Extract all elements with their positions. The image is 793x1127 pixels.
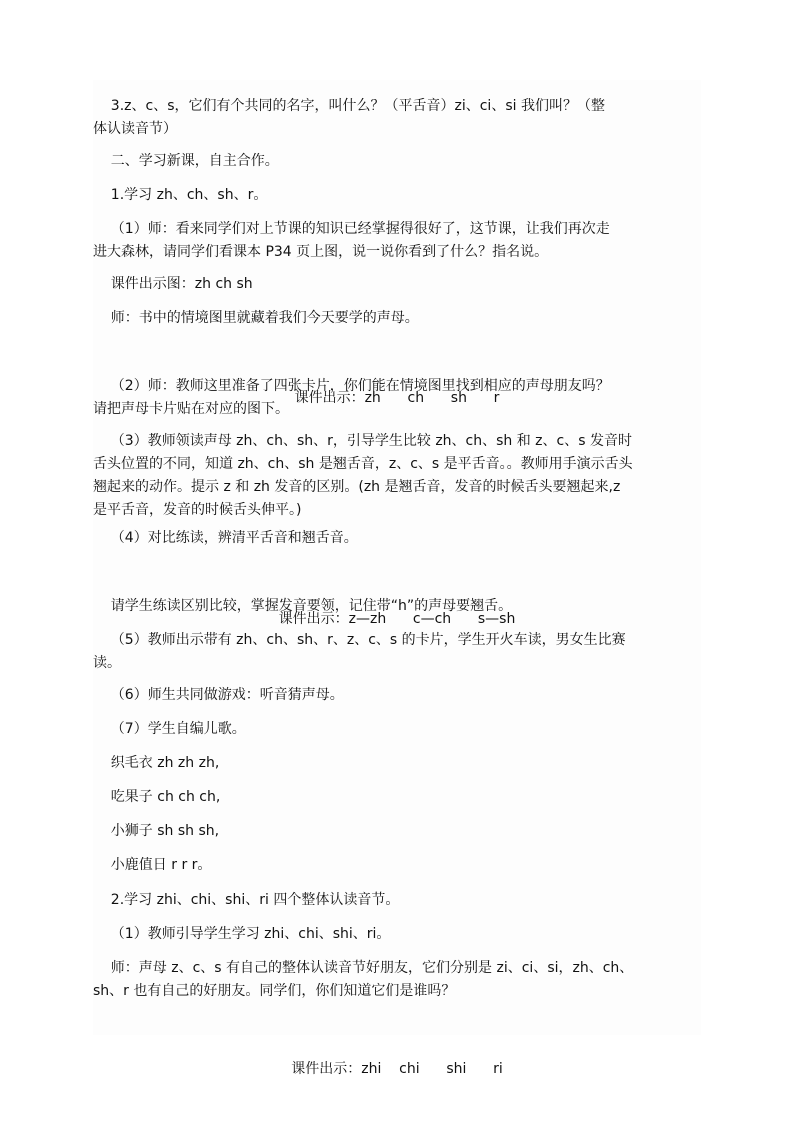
text-line: 2.学习 zhi、chi、shi、ri 四个整体认读音节。 [93, 892, 400, 908]
text-line: 课件出示：zh ch sh r [294, 390, 500, 406]
text-line: 小狮子 sh sh sh, [93, 823, 220, 839]
text-line: sh、r 也有自己的好朋友。同学们，你们知道它们是谁吗？ [93, 983, 456, 999]
text-line: 小鹿值日 r r r。 [93, 857, 212, 873]
text-line: 请学生练读区别比较，掌握发音要领，记住带“h”的声母要翘舌。 [93, 598, 513, 614]
paragraph-substep-1 [93, 923, 701, 946]
paragraph-step-6 [93, 684, 701, 707]
text-line: 师：声母 z、c、s 有自己的整体认读音节好朋友，它们分别是 zi、ci、si，zh、ch、 [93, 960, 634, 976]
paragraph-review-q3 [93, 95, 701, 141]
text-line: （4）对比练读，辨清平舌音和翘舌音。 [93, 530, 358, 546]
rhyme-line [93, 786, 701, 809]
text-line: （1）教师引导学生学习 zhi、chi、shi、ri。 [93, 926, 391, 942]
subsection-heading [93, 889, 701, 912]
text-line: 课件出示：z—zh c—ch s—sh [278, 611, 516, 627]
paragraph-courseware-image [93, 273, 701, 296]
text-line: 是平舌音，发音的时候舌头伸平。) [93, 502, 302, 518]
text-line: （2）师：教师这里准备了四张卡片，你们能在情境图里找到相应的声母朋友吗？ [93, 378, 610, 394]
text-line: 舌头位置的不同，知道 zh、ch、sh 是翘舌音，z、c、s 是平舌音。。教师用手演示舌头 [93, 456, 633, 472]
text-line: 读。 [93, 655, 121, 671]
paragraph-step-2 [93, 375, 701, 421]
text-line: （5）教师出示带有 zh、ch、sh、r、z、c、s 的卡片，学生开火车读，男女生比赛 [93, 632, 626, 648]
paragraph-step-7 [93, 718, 701, 741]
text-line: 体认读音节） [93, 121, 177, 137]
text-line: （1）师：看来同学们对上节课的知识已经掌握得很好了，这节课，让我们再次走 [93, 221, 610, 237]
text-line: 进大森林，请同学们看课本 P34 页上图，说一说你看到了什么？指名说。 [93, 244, 549, 260]
text-line: 课件出示：zhi chi shi ri [291, 1061, 503, 1077]
paragraph-step-3 [93, 430, 701, 522]
rhyme-line [93, 752, 701, 775]
text-line: 二、学习新课，自主合作。 [93, 153, 279, 169]
text-line: 1.学习 zh、ch、sh、r。 [93, 187, 268, 203]
paragraph-teacher-says [93, 307, 701, 330]
paragraph-practice [93, 595, 701, 618]
text-line: 师：书中的情境图里就藏着我们今天要学的声母。 [93, 310, 419, 326]
text-line: 请把声母卡片贴在对应的图下。 [93, 401, 289, 417]
courseware-display [93, 1012, 701, 1127]
text-line: 课件出示图：zh ch sh [93, 276, 253, 292]
text-line: （3）教师领读声母 zh、ch、sh、r，引导学生比较 zh、ch、sh 和 z、c、s 发音时 [93, 433, 632, 449]
subsection-heading [93, 184, 701, 207]
section-heading [93, 150, 701, 173]
text-line: （6）师生共同做游戏：听音猜声母。 [93, 687, 344, 703]
text-line: 3.z、c、s，它们有个共同的名字，叫什么？（平舌音）zi、ci、si 我们叫？（整 [93, 98, 605, 114]
rhyme-line [93, 854, 701, 877]
rhyme-line [93, 820, 701, 843]
paragraph-step-5 [93, 629, 701, 675]
paragraph-step-4 [93, 527, 701, 550]
paragraph-step-1 [93, 218, 701, 264]
paragraph-teacher-says [93, 957, 701, 1003]
text-line: 翘起来的动作。提示 z 和 zh 发音的区别。(zh 是翘舌音，发音的时候舌头要翘起来,z [93, 479, 621, 495]
text-line: 织毛衣 zh zh zh, [93, 755, 220, 771]
text-line: （7）学生自编儿歌。 [93, 721, 246, 737]
text-line: 吃果子 ch ch ch, [93, 789, 221, 805]
